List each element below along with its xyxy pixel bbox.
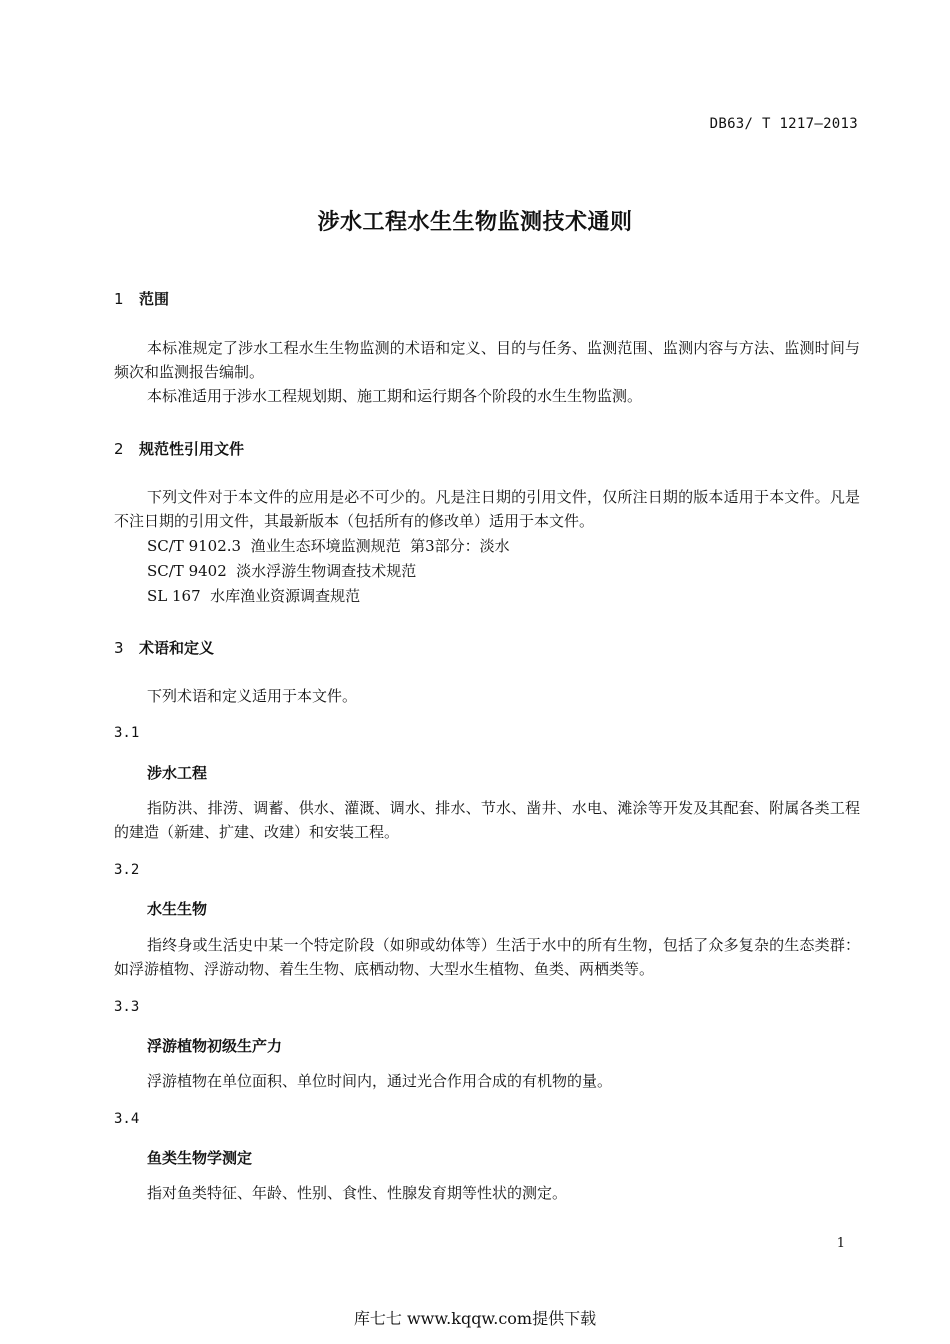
reference-item: SC/T 9402 淡水浮游生物调查技术规范 xyxy=(147,562,417,580)
section-1-heading xyxy=(114,288,169,309)
term-definition: 指对鱼类特征、年龄、性别、食性、性腺发育期等性状的测定。 xyxy=(147,1184,568,1202)
term-title: 涉水工程 xyxy=(147,764,208,782)
section-number: 3 xyxy=(114,639,124,657)
term-title: 水生生物 xyxy=(147,900,208,918)
term-definition: 指终身或生活史中某一个特定阶段（如卵或幼体等）生活于水中的所有生物，包括了众多复杂的生态类群：如浮游植物、浮游动物、着生生物、底栖动物、大型水生植物、鱼类、两栖类等。 xyxy=(114,936,860,978)
section-number: 2 xyxy=(114,440,124,458)
section-1-paragraph-1: 本标准规定了涉水工程水生生物监测的术语和定义、目的与任务、监测范围、监测内容与方法、监测时间与频次和监测报告编制。 xyxy=(114,339,860,381)
section-title: 术语和定义 xyxy=(139,639,215,657)
term-number: 3.4 xyxy=(114,1111,140,1127)
section-number: 1 xyxy=(114,290,124,308)
section-3-heading xyxy=(114,637,214,658)
download-footer: 库七七 www.kqqw.com提供下载 xyxy=(353,1309,597,1328)
section-title: 范围 xyxy=(139,290,170,308)
term-definition: 浮游植物在单位面积、单位时间内，通过光合作用合成的有机物的量。 xyxy=(147,1072,613,1090)
section-2-heading xyxy=(114,438,244,459)
term-number: 3.2 xyxy=(114,862,140,878)
term-definition: 指防洪、排涝、调蓄、供水、灌溉、调水、排水、节水、凿井、水电、滩涂等开发及其配套、附属各类工程的建造（新建、扩建、改建）和安装工程。 xyxy=(114,799,860,841)
section-1-paragraph-2: 本标准适用于涉水工程规划期、施工期和运行期各个阶段的水生生物监测。 xyxy=(147,387,643,405)
term-number: 3.3 xyxy=(114,999,140,1015)
reference-item: SL 167 水库渔业资源调查规范 xyxy=(147,587,361,605)
term-number: 3.1 xyxy=(114,725,140,741)
term-title: 鱼类生物学测定 xyxy=(147,1149,253,1167)
document-title: 涉水工程水生生物监测技术通则 xyxy=(317,210,633,235)
section-title: 规范性引用文件 xyxy=(139,440,245,458)
section-3-intro: 下列术语和定义适用于本文件。 xyxy=(147,687,358,705)
reference-item: SC/T 9102.3 渔业生态环境监测规范 第3部分：淡水 xyxy=(147,537,510,555)
document-code: DB63/ T 1217—2013 xyxy=(709,116,858,132)
term-title: 浮游植物初级生产力 xyxy=(147,1037,283,1055)
section-2-paragraph-1: 下列文件对于本文件的应用是必不可少的。凡是注日期的引用文件，仅所注日期的版本适用于本文件。凡是不注日期的引用文件，其最新版本（包括所有的修改单）适用于本文件。 xyxy=(114,488,860,530)
page-number: 1 xyxy=(836,1236,845,1251)
